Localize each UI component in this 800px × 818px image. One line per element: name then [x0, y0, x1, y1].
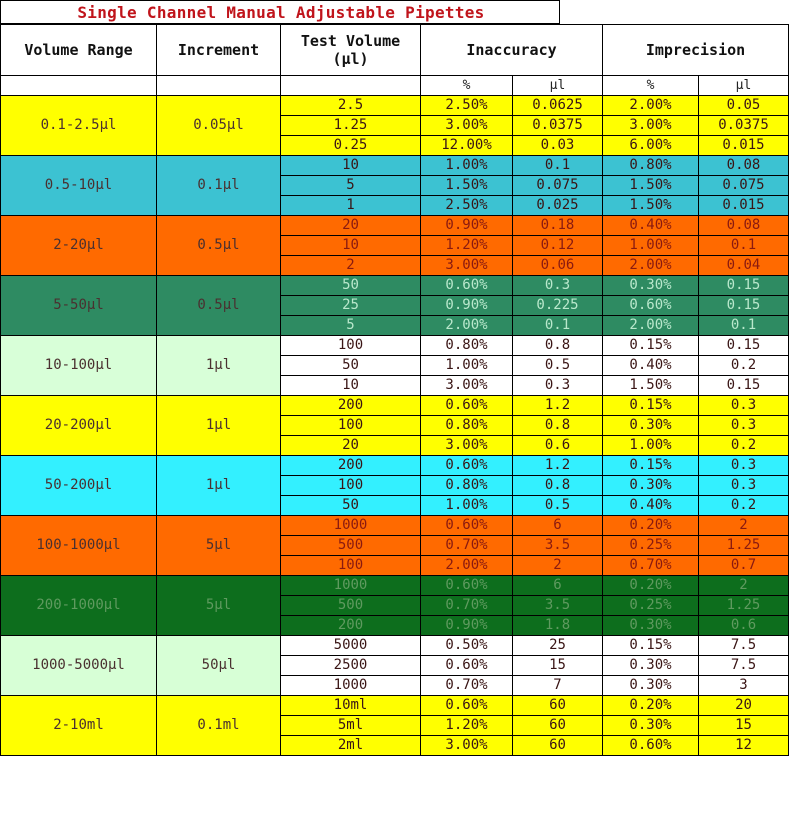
- volume-range-cell: 200-1000μl: [1, 576, 157, 636]
- test-volume-cell: 10ml: [281, 696, 421, 716]
- imprecision-ul-cell: 3: [699, 676, 789, 696]
- inaccuracy-ul-cell: 60: [513, 736, 603, 756]
- table-row: [1, 576, 789, 596]
- inaccuracy-pct-cell: 0.60%: [421, 456, 513, 476]
- imprecision-pct-cell: 0.15%: [603, 396, 699, 416]
- inaccuracy-ul-cell: 0.225: [513, 296, 603, 316]
- increment-cell: 50μl: [157, 636, 281, 696]
- imprecision-ul-cell: 2: [699, 516, 789, 536]
- inaccuracy-pct-cell: 0.60%: [421, 516, 513, 536]
- imprecision-ul-cell: 0.2: [699, 356, 789, 376]
- header-imprecision: Imprecision: [603, 25, 789, 76]
- inaccuracy-ul-cell: 0.3: [513, 376, 603, 396]
- imprecision-ul-cell: 0.1: [699, 316, 789, 336]
- imprecision-ul-cell: 0.3: [699, 416, 789, 436]
- test-volume-cell: 0.25: [281, 136, 421, 156]
- inaccuracy-pct-cell: 1.20%: [421, 716, 513, 736]
- imprecision-pct-cell: 1.50%: [603, 176, 699, 196]
- inaccuracy-ul-cell: 0.1: [513, 316, 603, 336]
- imprecision-ul-cell: 0.0375: [699, 116, 789, 136]
- imprecision-pct-cell: 2.00%: [603, 316, 699, 336]
- imprecision-ul-cell: 15: [699, 716, 789, 736]
- inaccuracy-pct-cell: 3.00%: [421, 116, 513, 136]
- inaccuracy-ul-cell: 0.12: [513, 236, 603, 256]
- imprecision-pct-cell: 0.30%: [603, 616, 699, 636]
- volume-range-cell: 100-1000μl: [1, 516, 157, 576]
- test-volume-cell: 50: [281, 356, 421, 376]
- inaccuracy-ul-cell: 1.8: [513, 616, 603, 636]
- inaccuracy-pct-cell: 0.60%: [421, 396, 513, 416]
- test-volume-cell: 2: [281, 256, 421, 276]
- inaccuracy-ul-cell: 7: [513, 676, 603, 696]
- imprecision-pct-cell: 0.30%: [603, 656, 699, 676]
- volume-range-cell: 50-200μl: [1, 456, 157, 516]
- imprecision-ul-cell: 20: [699, 696, 789, 716]
- table-row: [1, 636, 789, 656]
- imprecision-ul-cell: 0.15: [699, 296, 789, 316]
- table-row: [1, 276, 789, 296]
- inaccuracy-pct-cell: 1.20%: [421, 236, 513, 256]
- test-volume-cell: 25: [281, 296, 421, 316]
- imprecision-pct-cell: 0.60%: [603, 736, 699, 756]
- imprecision-pct-cell: 0.30%: [603, 476, 699, 496]
- imprecision-ul-cell: 0.6: [699, 616, 789, 636]
- imprecision-ul-cell: 0.015: [699, 196, 789, 216]
- increment-cell: 0.5μl: [157, 216, 281, 276]
- inaccuracy-ul-cell: 3.5: [513, 596, 603, 616]
- imprecision-ul-cell: 0.15: [699, 336, 789, 356]
- inaccuracy-ul-cell: 0.18: [513, 216, 603, 236]
- inaccuracy-ul-cell: 0.1: [513, 156, 603, 176]
- test-volume-cell: 1000: [281, 516, 421, 536]
- imprecision-ul-cell: 0.1: [699, 236, 789, 256]
- subheader-empty-1: [1, 76, 157, 96]
- imprecision-ul-cell: 0.7: [699, 556, 789, 576]
- imprecision-ul-cell: 1.25: [699, 536, 789, 556]
- inaccuracy-ul-cell: 0.5: [513, 496, 603, 516]
- test-volume-cell: 10: [281, 236, 421, 256]
- imprecision-pct-cell: 0.15%: [603, 456, 699, 476]
- imprecision-ul-cell: 7.5: [699, 636, 789, 656]
- header-test-volume: [281, 25, 421, 76]
- inaccuracy-pct-cell: 2.50%: [421, 96, 513, 116]
- imprecision-ul-cell: 0.05: [699, 96, 789, 116]
- inaccuracy-ul-cell: 25: [513, 636, 603, 656]
- subheader-inaccuracy-ul: μl: [513, 76, 603, 96]
- test-volume-cell: 2500: [281, 656, 421, 676]
- test-volume-cell: 5000: [281, 636, 421, 656]
- imprecision-pct-cell: 6.00%: [603, 136, 699, 156]
- inaccuracy-ul-cell: 2: [513, 556, 603, 576]
- volume-range-cell: 10-100μl: [1, 336, 157, 396]
- imprecision-pct-cell: 0.80%: [603, 156, 699, 176]
- table-row: [1, 396, 789, 416]
- inaccuracy-pct-cell: 0.70%: [421, 676, 513, 696]
- imprecision-ul-cell: 0.15: [699, 376, 789, 396]
- inaccuracy-pct-cell: 0.60%: [421, 696, 513, 716]
- subheader-empty-2: [157, 76, 281, 96]
- test-volume-cell: 100: [281, 336, 421, 356]
- inaccuracy-pct-cell: 0.80%: [421, 476, 513, 496]
- inaccuracy-pct-cell: 3.00%: [421, 376, 513, 396]
- inaccuracy-pct-cell: 0.60%: [421, 576, 513, 596]
- inaccuracy-pct-cell: 3.00%: [421, 256, 513, 276]
- footer-strip: [0, 808, 800, 818]
- subheader-empty-3: [281, 76, 421, 96]
- imprecision-pct-cell: 1.00%: [603, 236, 699, 256]
- increment-cell: 0.05μl: [157, 96, 281, 156]
- inaccuracy-pct-cell: 0.90%: [421, 296, 513, 316]
- inaccuracy-ul-cell: 0.6: [513, 436, 603, 456]
- inaccuracy-ul-cell: 3.5: [513, 536, 603, 556]
- inaccuracy-ul-cell: 0.0625: [513, 96, 603, 116]
- imprecision-ul-cell: 2: [699, 576, 789, 596]
- imprecision-pct-cell: 0.30%: [603, 416, 699, 436]
- test-volume-cell: 100: [281, 416, 421, 436]
- imprecision-pct-cell: 2.00%: [603, 96, 699, 116]
- test-volume-cell: 50: [281, 276, 421, 296]
- imprecision-ul-cell: 1.25: [699, 596, 789, 616]
- increment-cell: 0.1μl: [157, 156, 281, 216]
- inaccuracy-ul-cell: 0.8: [513, 336, 603, 356]
- inaccuracy-pct-cell: 12.00%: [421, 136, 513, 156]
- increment-cell: 1μl: [157, 336, 281, 396]
- test-volume-cell: 2.5: [281, 96, 421, 116]
- imprecision-pct-cell: 0.60%: [603, 296, 699, 316]
- imprecision-pct-cell: 0.40%: [603, 216, 699, 236]
- inaccuracy-pct-cell: 0.80%: [421, 416, 513, 436]
- test-volume-cell: 1000: [281, 576, 421, 596]
- header-volume-range: Volume Range: [1, 25, 157, 76]
- imprecision-ul-cell: 0.2: [699, 436, 789, 456]
- imprecision-pct-cell: 1.50%: [603, 376, 699, 396]
- inaccuracy-pct-cell: 2.00%: [421, 316, 513, 336]
- increment-cell: 0.5μl: [157, 276, 281, 336]
- increment-cell: 5μl: [157, 516, 281, 576]
- test-volume-cell: 1.25: [281, 116, 421, 136]
- imprecision-pct-cell: 0.20%: [603, 696, 699, 716]
- imprecision-ul-cell: 0.08: [699, 156, 789, 176]
- imprecision-pct-cell: 0.15%: [603, 336, 699, 356]
- pipette-spec-table: [0, 24, 789, 756]
- imprecision-pct-cell: 0.20%: [603, 576, 699, 596]
- test-volume-cell: 500: [281, 596, 421, 616]
- table-row: [1, 96, 789, 116]
- inaccuracy-ul-cell: 60: [513, 716, 603, 736]
- inaccuracy-ul-cell: 0.3: [513, 276, 603, 296]
- inaccuracy-ul-cell: 0.0375: [513, 116, 603, 136]
- inaccuracy-ul-cell: 0.025: [513, 196, 603, 216]
- test-volume-cell: 5ml: [281, 716, 421, 736]
- test-volume-cell: 20: [281, 436, 421, 456]
- header-inaccuracy: Inaccuracy: [421, 25, 603, 76]
- inaccuracy-ul-cell: 1.2: [513, 456, 603, 476]
- imprecision-ul-cell: 0.2: [699, 496, 789, 516]
- table-row: [1, 156, 789, 176]
- table-title: Single Channel Manual Adjustable Pipettes: [77, 3, 485, 22]
- test-volume-cell: 20: [281, 216, 421, 236]
- header-test-volume-text: Test Volume (μl): [300, 32, 401, 68]
- inaccuracy-ul-cell: 6: [513, 576, 603, 596]
- table-row: [1, 216, 789, 236]
- inaccuracy-ul-cell: 0.075: [513, 176, 603, 196]
- header-row: [1, 25, 789, 76]
- imprecision-pct-cell: 0.20%: [603, 516, 699, 536]
- subheader-inaccuracy-pct: %: [421, 76, 513, 96]
- increment-cell: 5μl: [157, 576, 281, 636]
- inaccuracy-pct-cell: 0.80%: [421, 336, 513, 356]
- imprecision-ul-cell: 0.3: [699, 396, 789, 416]
- inaccuracy-pct-cell: 0.70%: [421, 536, 513, 556]
- inaccuracy-pct-cell: 0.60%: [421, 276, 513, 296]
- volume-range-cell: 1000-5000μl: [1, 636, 157, 696]
- inaccuracy-ul-cell: 60: [513, 696, 603, 716]
- volume-range-cell: 0.5-10μl: [1, 156, 157, 216]
- inaccuracy-ul-cell: 6: [513, 516, 603, 536]
- imprecision-pct-cell: 0.30%: [603, 716, 699, 736]
- inaccuracy-pct-cell: 2.00%: [421, 556, 513, 576]
- table-row: [1, 336, 789, 356]
- table-row: [1, 516, 789, 536]
- test-volume-cell: 10: [281, 376, 421, 396]
- inaccuracy-pct-cell: 3.00%: [421, 736, 513, 756]
- imprecision-pct-cell: 3.00%: [603, 116, 699, 136]
- imprecision-pct-cell: 0.25%: [603, 536, 699, 556]
- inaccuracy-pct-cell: 3.00%: [421, 436, 513, 456]
- increment-cell: 0.1ml: [157, 696, 281, 756]
- volume-range-cell: 5-50μl: [1, 276, 157, 336]
- imprecision-pct-cell: 0.30%: [603, 276, 699, 296]
- subheader-imprecision-pct: %: [603, 76, 699, 96]
- inaccuracy-pct-cell: 0.50%: [421, 636, 513, 656]
- subheader-imprecision-ul: μl: [699, 76, 789, 96]
- inaccuracy-pct-cell: 2.50%: [421, 196, 513, 216]
- imprecision-pct-cell: 1.50%: [603, 196, 699, 216]
- volume-range-cell: 2-10ml: [1, 696, 157, 756]
- imprecision-ul-cell: 0.04: [699, 256, 789, 276]
- imprecision-ul-cell: 0.3: [699, 456, 789, 476]
- imprecision-pct-cell: 0.40%: [603, 356, 699, 376]
- imprecision-pct-cell: 0.70%: [603, 556, 699, 576]
- imprecision-pct-cell: 0.40%: [603, 496, 699, 516]
- imprecision-pct-cell: 0.25%: [603, 596, 699, 616]
- subheader-row: [1, 76, 789, 96]
- table-row: [1, 696, 789, 716]
- volume-range-cell: 2-20μl: [1, 216, 157, 276]
- inaccuracy-ul-cell: 0.5: [513, 356, 603, 376]
- test-volume-cell: 5: [281, 176, 421, 196]
- inaccuracy-ul-cell: 0.8: [513, 476, 603, 496]
- imprecision-ul-cell: 0.3: [699, 476, 789, 496]
- inaccuracy-pct-cell: 1.00%: [421, 156, 513, 176]
- test-volume-cell: 200: [281, 396, 421, 416]
- inaccuracy-ul-cell: 15: [513, 656, 603, 676]
- increment-cell: 1μl: [157, 396, 281, 456]
- imprecision-ul-cell: 0.075: [699, 176, 789, 196]
- test-volume-cell: 500: [281, 536, 421, 556]
- test-volume-cell: 200: [281, 616, 421, 636]
- inaccuracy-pct-cell: 1.50%: [421, 176, 513, 196]
- inaccuracy-pct-cell: 0.90%: [421, 216, 513, 236]
- volume-range-cell: 20-200μl: [1, 396, 157, 456]
- inaccuracy-pct-cell: 1.00%: [421, 496, 513, 516]
- inaccuracy-ul-cell: 0.03: [513, 136, 603, 156]
- test-volume-cell: 5: [281, 316, 421, 336]
- test-volume-cell: 2ml: [281, 736, 421, 756]
- inaccuracy-ul-cell: 0.06: [513, 256, 603, 276]
- imprecision-pct-cell: 0.15%: [603, 636, 699, 656]
- inaccuracy-pct-cell: 0.70%: [421, 596, 513, 616]
- inaccuracy-ul-cell: 1.2: [513, 396, 603, 416]
- test-volume-cell: 200: [281, 456, 421, 476]
- imprecision-pct-cell: 0.30%: [603, 676, 699, 696]
- imprecision-ul-cell: 7.5: [699, 656, 789, 676]
- inaccuracy-pct-cell: 0.60%: [421, 656, 513, 676]
- table-row: [1, 456, 789, 476]
- inaccuracy-pct-cell: 0.90%: [421, 616, 513, 636]
- test-volume-cell: 1000: [281, 676, 421, 696]
- volume-range-cell: 0.1-2.5μl: [1, 96, 157, 156]
- test-volume-cell: 100: [281, 556, 421, 576]
- imprecision-ul-cell: 0.08: [699, 216, 789, 236]
- header-increment: Increment: [157, 25, 281, 76]
- imprecision-pct-cell: 1.00%: [603, 436, 699, 456]
- test-volume-cell: 100: [281, 476, 421, 496]
- inaccuracy-ul-cell: 0.8: [513, 416, 603, 436]
- imprecision-ul-cell: 0.15: [699, 276, 789, 296]
- title-bar: [0, 0, 560, 24]
- test-volume-cell: 50: [281, 496, 421, 516]
- imprecision-ul-cell: 12: [699, 736, 789, 756]
- imprecision-pct-cell: 2.00%: [603, 256, 699, 276]
- imprecision-ul-cell: 0.015: [699, 136, 789, 156]
- test-volume-cell: 1: [281, 196, 421, 216]
- inaccuracy-pct-cell: 1.00%: [421, 356, 513, 376]
- increment-cell: 1μl: [157, 456, 281, 516]
- test-volume-cell: 10: [281, 156, 421, 176]
